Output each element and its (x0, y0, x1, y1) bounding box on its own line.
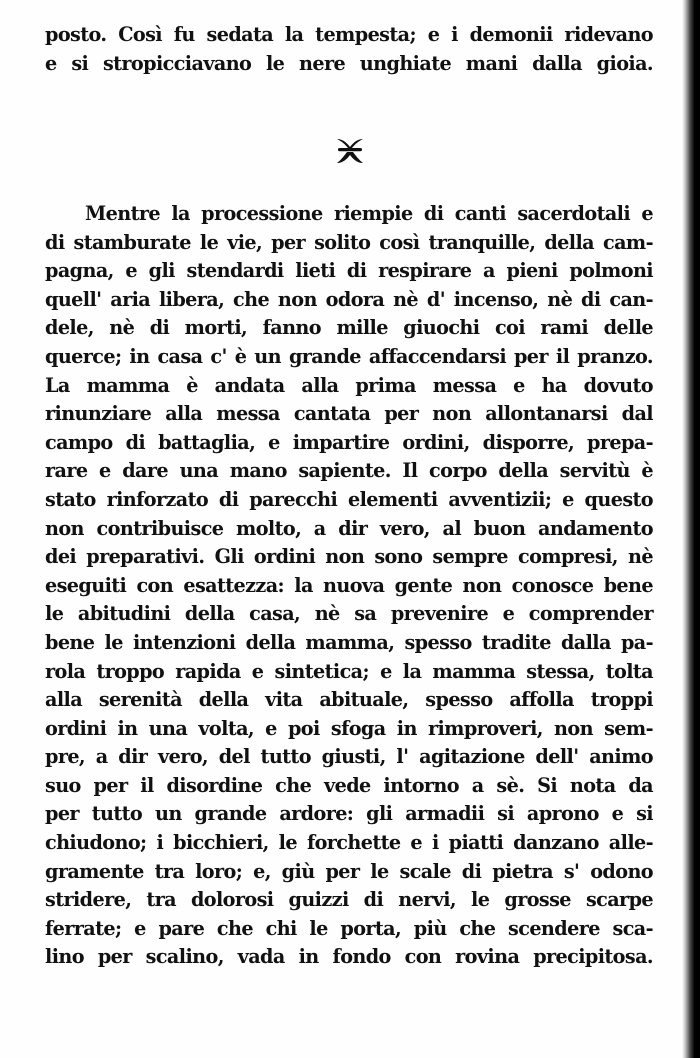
text-line: bene le intenzioni della mamma, spesso tradite dalla pa- (45, 630, 653, 654)
text-line: non contribuisce molto, a dir vero, al buon andamento (45, 516, 653, 540)
fleuron-ornament-icon (333, 135, 367, 165)
text-line: La mamma è andata alla prima messa e ha dovuto (45, 373, 653, 397)
text-line: stato rinforzato di parecchi elementi avventizii; e questo (45, 487, 653, 511)
text-line: eseguiti con esattezza: la nuova gente non conosce bene (45, 573, 653, 597)
text-line: e si stropicciavano le nere unghiate mani dalla gioia. (45, 51, 653, 75)
text-line: di stamburate le vie, per solito così tranquille, della cam- (45, 230, 653, 254)
text-line: per tutto un grande ardore: gli armadii si aprono e si (45, 802, 653, 826)
text-line: gramente tra loro; e, giù per le scale di pietra s' odono (45, 859, 653, 883)
text-line: posto. Così fu sedata la tempesta; e i demonii ridevano (45, 23, 653, 46)
text-line: ordini in una volta, e poi sfoga in rimproveri, non sem- (45, 716, 653, 740)
main-paragraph (45, 200, 653, 972)
text-line: chiudono; i bicchieri, le forchette e i piatti danzano alle- (45, 831, 653, 855)
text-line: Mentre la processione riempie di canti sacerdotali e (85, 202, 653, 225)
text-line: rola troppo rapida e sintetica; e la mamma stessa, tolta (45, 659, 653, 683)
text-line: alla serenità della vita abituale, spesso affolla troppi (45, 688, 653, 712)
text-line: pagna, e gli stendardi lieti di respirare a pieni polmoni (45, 259, 653, 283)
text-line: campo di battaglia, e impartire ordini, disporre, prepa- (45, 430, 653, 454)
text-line: dei preparativi. Gli ordini non sono sempre compresi, nè (45, 545, 653, 569)
page-binding-shadow (682, 0, 700, 1058)
text-line: suo per il disordine che vede intorno a sè. Si nota da (45, 773, 653, 797)
text-line: rare e dare una mano sapiente. Il corpo della servitù è (45, 459, 653, 483)
text-line: quell' aria libera, che non odora nè d' incenso, nè di can- (45, 287, 653, 311)
text-line: stridere, tra dolorosi guizzi di nervi, le grosse scarpe (45, 888, 653, 912)
text-line: le abitudini della casa, nè sa prevenire e comprender (45, 602, 653, 626)
text-line: lino per scalino, vada in fondo con rovina precipitosa. (45, 945, 653, 969)
top-paragraph (45, 21, 653, 78)
text-line: pre, a dir vero, del tutto giusti, l' agitazione dell' animo (45, 745, 653, 769)
text-line: querce; in casa c' è un grande affaccendarsi per il pranzo. (45, 344, 653, 368)
text-line: ferrate; e pare che chi le porta, più che scendere sca- (45, 916, 653, 940)
text-line: rinunziare alla messa cantata per non allontanarsi dal (45, 402, 653, 426)
text-line: dele, nè di morti, fanno mille giuochi coi rami delle (45, 316, 653, 340)
